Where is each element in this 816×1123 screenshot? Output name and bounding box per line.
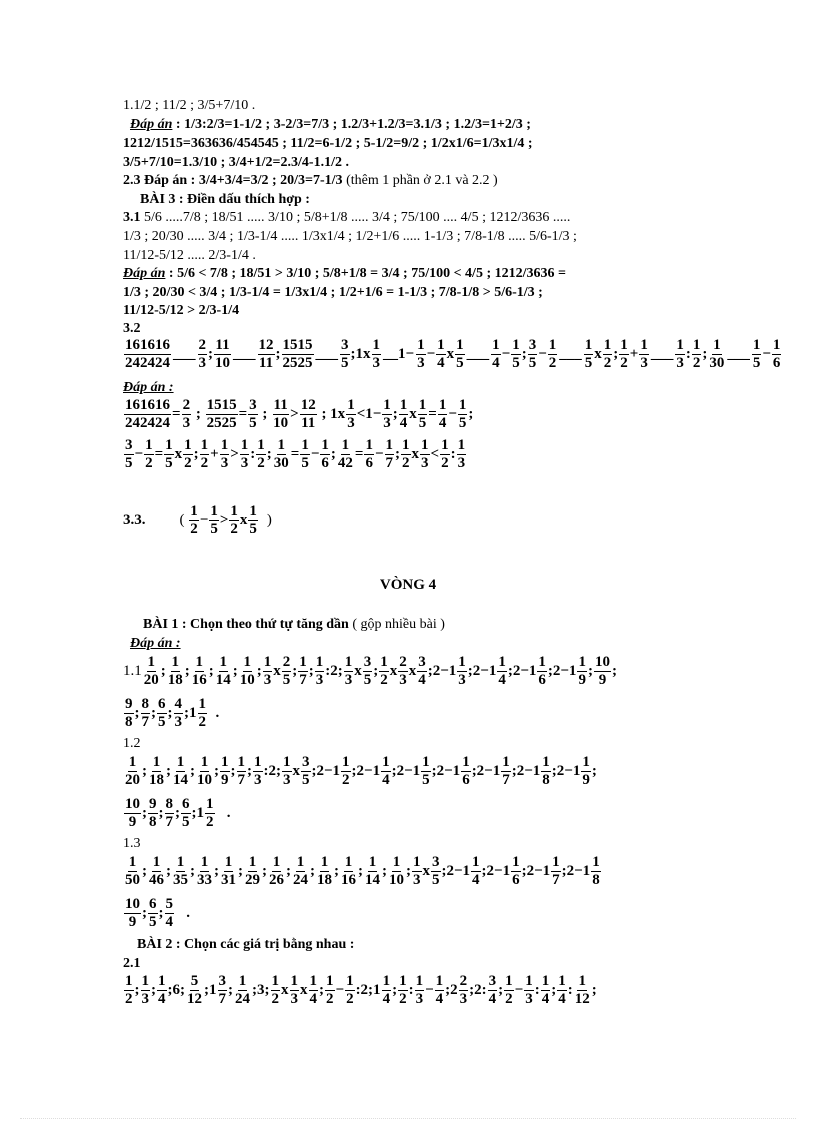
ex-3-1-line-c: 11/12-5/12 ..... 2/3-1/4 .	[123, 248, 256, 263]
answer-3-1-line-c: 11/12-5/12 > 2/3-1/4	[123, 303, 240, 318]
answer-text: : 1/3:2/3=1-1/2 ; 3-2/3=7/3 ; 1.2/3+1.2/3=3.1/3 ; 1.2/3=1+2/3 ;	[172, 117, 531, 132]
answer-3-2-label: Đáp án :	[123, 380, 174, 395]
answer-line-2-1c: 3/5+7/10=1.3/10 ; 3/4+1/2=2.3/4-1.1/2 .	[123, 155, 349, 170]
answer-3-1-text-a: : 5/6 < 7/8 ; 18/51 > 3/10 ; 5/8+1/8 = 3/4 ; 75/100 < 4/5 ; 1212/3636 =	[165, 266, 566, 281]
answer-3-2-row-b: $\frac{3}{5}$ − $\frac{1}{2}$ = $\frac{1}{5}$ x $\frac{1}{2}$ ; $\frac{1}{2}$ + $\frac{1}{3}$ > $\frac{1}{3}$ : $\frac{1}{2}$ ; $\frac{1}{30}$ = $\frac{1}{5}$ − $\frac{1}{6}$ ; $\frac{1}{42}$ = $\frac{1}{6}$ − $\frac{1}{7}$ ; $\frac{1}{2}$ x $\frac{1}{3}$ < $\frac{1}{2}$ : $\frac{1}{3}$	[125, 437, 466, 471]
ex-3-1-line-a	[123, 210, 570, 226]
answer-2-3-note: (thêm 1 phần ở 2.1 và 2.2 )	[342, 173, 498, 188]
answer-label: Đáp án	[130, 117, 173, 132]
ex-1-3-row-b: $\frac{10}{9}$ ; $\frac{6}{5}$ ; $\frac{5}{4}$ .	[125, 896, 190, 930]
answer-3-1-label: Đáp án	[123, 266, 166, 281]
ex-1-3-number: 1.3	[123, 836, 141, 851]
bai2-heading: BÀI 2 : Chọn các giá trị bằng nhau :	[137, 937, 355, 952]
ex-1-1-row-a: 1.1 $\frac{1}{20}$ ; $\frac{1}{18}$ ; $\frac{1}{16}$ ; $\frac{1}{14}$ ; $\frac{1}{10}$ ; $\frac{1}{3}$ x $\frac{2}{5}$ ; $\frac{1}{7}$ ; $\frac{1}{3}$ :2; $\frac{1}{3}$ x $\frac{3}{5}$ ; $\frac{1}{2}$ x $\frac{2}{3}$ x $\frac{3}{4}$ ;2−1 $\frac{1}{3}$ ;2−1 $\frac{1}{4}$ ;2−1 $\frac{1}{6}$ ;2−1 $\frac{1}{9}$ ; $\frac{10}{9}$ ;	[123, 654, 617, 688]
ex-1-2-number: 1.2	[123, 736, 141, 751]
footer-dotted-rule	[20, 1118, 796, 1119]
answer-3-1-line-b: 1/3 ; 20/30 < 3/4 ; 1/3-1/4 = 1/3x1/4 ; 1/2+1/6 = 1-1/3 ; 7/8-1/8 > 5/6-1/3 ;	[123, 285, 543, 300]
round-4-title: VÒNG 4	[379, 577, 437, 593]
ex-2-1-row: $\frac{1}{2}$ ; $\frac{1}{3}$ ; $\frac{1}{4}$ ;6; $\frac{5}{12}$ ;1 $\frac{3}{7}$ ; $\frac{1}{24}$ ;3; $\frac{1}{2}$ x $\frac{1}{3}$ x $\frac{1}{4}$ ; $\frac{1}{2}$ − $\frac{1}{2}$ :2;1 $\frac{1}{4}$ ; $\frac{1}{2}$ : $\frac{1}{3}$ − $\frac{1}{4}$ ;2 $\frac{2}{3}$ ;2: $\frac{3}{4}$ ; $\frac{1}{2}$ − $\frac{1}{3}$ : $\frac{1}{4}$ ; $\frac{1}{4}$ : $\frac{1}{12}$ ;	[125, 973, 597, 1007]
ex-1-1-row-b: $\frac{9}{8}$ ; $\frac{8}{7}$ ; $\frac{6}{5}$ ; $\frac{4}{3}$ ;1 $\frac{1}{2}$ .	[125, 696, 220, 730]
ex-3-1-line-b: 1/3 ; 20/30 ..... 3/4 ; 1/3-1/4 ..... 1/3x1/4 ; 1/2+1/6 ..... 1-1/3 ; 7/8-1/8 ..... 5/6-1/3 ;	[123, 229, 577, 244]
bai1-heading-bold: BÀI 1 : Chọn theo thứ tự tăng dần	[143, 617, 349, 632]
ex-1-1-number: 1.1	[123, 663, 142, 679]
ex-1-3-row-a: $\frac{1}{50}$ ; $\frac{1}{46}$ ; $\frac{1}{35}$ ; $\frac{1}{33}$ ; $\frac{1}{31}$ ; $\frac{1}{29}$ ; $\frac{1}{26}$ ; $\frac{1}{24}$ ; $\frac{1}{18}$ ; $\frac{1}{16}$ ; $\frac{1}{14}$ ; $\frac{1}{10}$ ; $\frac{1}{3}$ x $\frac{3}{5}$ ;2−1 $\frac{1}{4}$ ;2−1 $\frac{1}{6}$ ;2−1 $\frac{1}{7}$ ;2−1 $\frac{1}{8}$	[125, 854, 600, 888]
ex-3-3-number: 3.3.	[123, 512, 146, 528]
ex-3-1-text-a: 5/6 .....7/8 ; 18/51 ..... 3/10 ; 5/8+1/8 ..... 3/4 ; 75/100 .... 4/5 ; 1212/3636 .....	[140, 210, 571, 225]
answer-3-1-line-a	[123, 266, 566, 282]
answer-2-3	[123, 173, 498, 189]
ex-3-1-number: 3.1	[123, 210, 141, 225]
answer-line-2-1b: 1212/1515=363636/454545 ; 11/2=6-1/2 ; 5-1/2=9/2 ; 1/2x1/6=1/3x1/4 ;	[123, 136, 533, 151]
ex-3-2-number: 3.2	[123, 321, 141, 336]
ex-3-2-fraction-row: $\frac{161616}{242424}$ ___ $\frac{2}{3}$ ; $\frac{11}{10}$ ___ $\frac{12}{11}$ ; $\frac{1515}{2525}$ ___ $\frac{3}{5}$ ;1x $\frac{1}{3}$ __1− $\frac{1}{3}$ − $\frac{1}{4}$ x $\frac{1}{5}$ ___ $\frac{1}{4}$ − $\frac{1}{5}$ ; $\frac{3}{5}$ − $\frac{1}{2}$ ___ $\frac{1}{5}$ x $\frac{1}{2}$ ; $\frac{1}{2}$ + $\frac{1}{3}$ ___ $\frac{1}{3}$ : $\frac{1}{2}$ ; $\frac{1}{30}$ ___ $\frac{1}{5}$ − $\frac{1}{6}$	[125, 337, 781, 371]
bai1-heading	[143, 617, 445, 633]
answer-line-2-1	[130, 117, 531, 133]
ex-1-2-row-a: $\frac{1}{20}$ ; $\frac{1}{18}$ ; $\frac{1}{14}$ ; $\frac{1}{10}$ ; $\frac{1}{9}$ ; $\frac{1}{7}$ ; $\frac{1}{3}$ :2; $\frac{1}{3}$ x $\frac{3}{5}$ ;2−1 $\frac{1}{2}$ ;2−1 $\frac{1}{4}$ ;2−1 $\frac{1}{5}$ ;2−1 $\frac{1}{6}$ ;2−1 $\frac{1}{7}$ ;2−1 $\frac{1}{8}$ ;2−1 $\frac{1}{9}$ ;	[125, 754, 597, 788]
bai1-answer-label: Đáp án :	[130, 636, 181, 651]
bai3-heading: BÀI 3 : Điền dấu thích hợp :	[140, 192, 310, 207]
ex-2-1-number: 2.1	[123, 956, 141, 971]
answer-2-3-bold: 2.3 Đáp án : 3/4+3/4=3/2 ; 20/3=7-1/3	[123, 173, 343, 188]
ex-3-3-row: 3.3. ( $\frac{1}{2}$ − $\frac{1}{5}$ > $\frac{1}{2}$ x $\frac{1}{5}$ )	[123, 503, 272, 537]
ex-1-2-row-b: $\frac{10}{9}$ ; $\frac{9}{8}$ ; $\frac{8}{7}$ ; $\frac{6}{5}$ ;1 $\frac{1}{2}$ .	[125, 796, 231, 830]
bai1-heading-note: ( gộp nhiều bài )	[348, 617, 445, 632]
line-1: 1.1/2 ; 11/2 ; 3/5+7/10 .	[123, 98, 256, 113]
answer-3-2-row-a: $\frac{161616}{242424}$ = $\frac{2}{3}$ ; $\frac{1515}{2525}$ = $\frac{3}{5}$ ; $\frac{11}{10}$ > $\frac{12}{11}$ ; 1x $\frac{1}{3}$ <1− $\frac{1}{3}$ ; $\frac{1}{4}$ x $\frac{1}{5}$ = $\frac{1}{4}$ − $\frac{1}{5}$ ;	[125, 397, 474, 431]
